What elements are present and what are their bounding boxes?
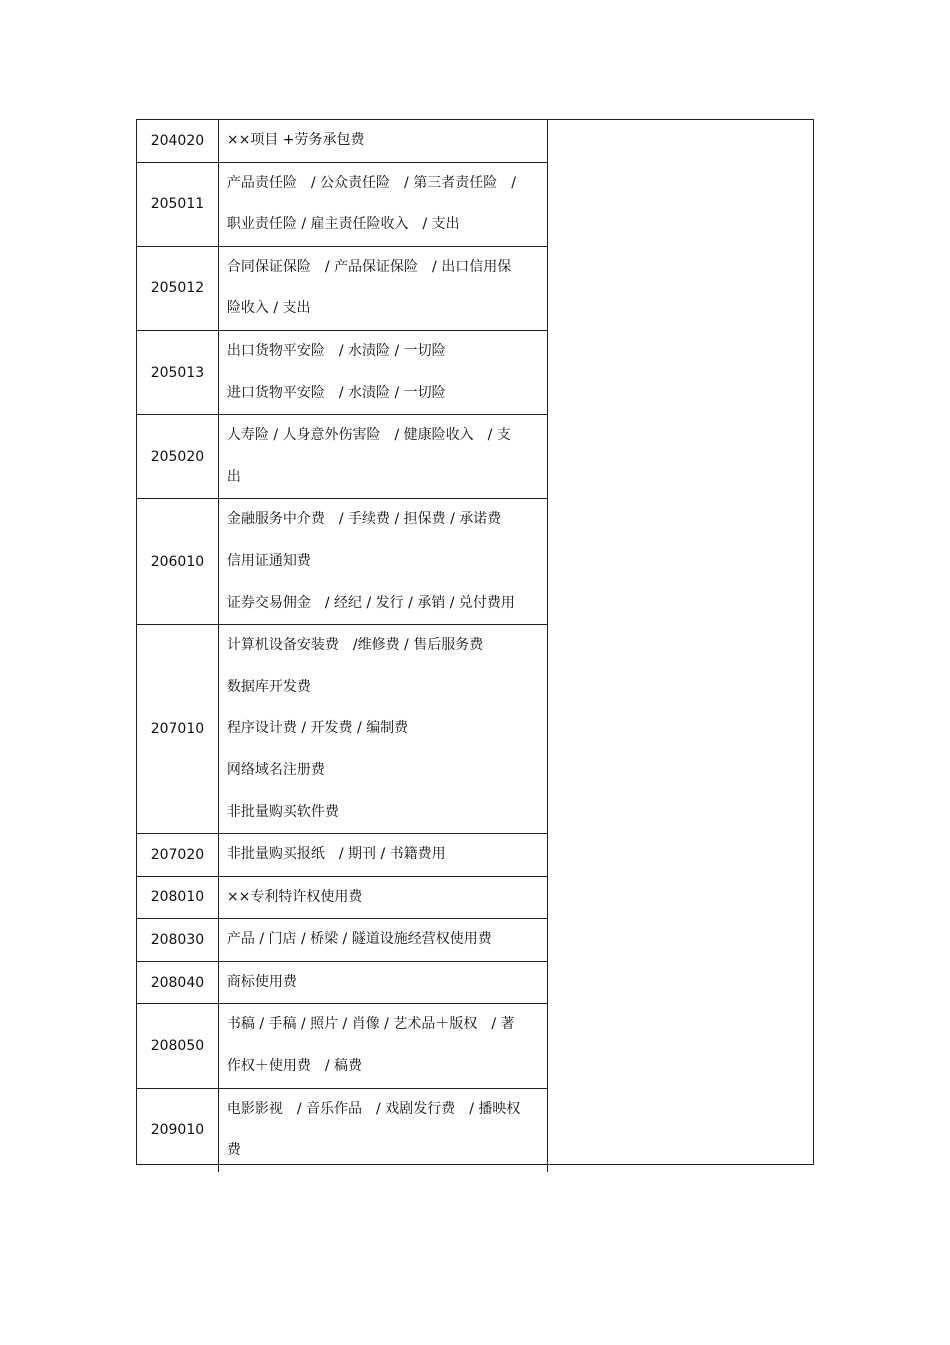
description-line: ××专利特许权使用费 — [226, 888, 363, 905]
table-row — [137, 162, 548, 246]
table-row — [137, 625, 548, 834]
description-line: 人寿险 / 人身意外伤害险 / 健康险收入 / 支 — [226, 427, 511, 444]
description-line: 程序设计费 / 开发费 / 编制费 — [226, 720, 409, 737]
table-row — [137, 919, 548, 962]
row-code: 208010 — [137, 876, 218, 919]
row-code: 208050 — [137, 1004, 218, 1088]
remarks-column — [548, 120, 813, 1164]
row-description — [218, 961, 547, 1004]
row-description — [218, 415, 547, 499]
description-line: 证券交易佣金 / 经纪 / 发行 / 承销 / 兑付费用 — [226, 594, 515, 611]
description-line: 险收入 / 支出 — [226, 300, 311, 317]
row-description — [218, 876, 547, 919]
row-code: 206010 — [137, 499, 218, 625]
table-row — [137, 415, 548, 499]
table-row — [137, 876, 548, 919]
description-line: 出 — [226, 468, 241, 485]
row-description — [218, 625, 547, 834]
description-line: 作权＋使用费 / 稿费 — [226, 1058, 363, 1075]
description-line: 出口货物平安险 / 水渍险 / 一切险 — [226, 342, 446, 359]
description-line: 电影影视 / 音乐作品 / 戏剧发行费 / 播映权 — [226, 1100, 521, 1117]
description-line: ××项目 +劳务承包费 — [226, 132, 365, 148]
description-line: 合同保证保险 / 产品保证保险 / 出口信用保 — [226, 258, 512, 275]
description-line: 商标使用费 — [226, 973, 297, 990]
description-line: 计算机设备安装费 /维修费 / 售后服务费 — [226, 637, 484, 654]
code-table — [136, 119, 814, 1165]
row-code: 205011 — [137, 162, 218, 246]
table-row — [137, 330, 548, 414]
description-line: 网络域名注册费 — [226, 761, 325, 778]
row-code: 208040 — [137, 961, 218, 1004]
row-description — [218, 162, 547, 246]
row-description — [218, 120, 547, 162]
description-line: 费 — [226, 1142, 241, 1159]
row-code: 209010 — [137, 1088, 218, 1172]
row-code: 205020 — [137, 415, 218, 499]
table-row — [137, 246, 548, 330]
table-body — [137, 120, 548, 1172]
description-line: 非批量购买报纸 / 期刊 / 书籍费用 — [226, 846, 446, 863]
row-description — [218, 330, 547, 414]
code-description-table — [137, 120, 548, 1172]
table-row — [137, 120, 548, 162]
description-line: 信用证通知费 — [226, 552, 311, 569]
description-line: 进口货物平安险 / 水渍险 / 一切险 — [226, 384, 446, 401]
table-row — [137, 1004, 548, 1088]
table-row — [137, 1088, 548, 1172]
row-description — [218, 834, 547, 877]
row-code: 205013 — [137, 330, 218, 414]
row-code: 207010 — [137, 625, 218, 834]
row-code: 204020 — [137, 120, 218, 162]
row-code: 208030 — [137, 919, 218, 962]
description-line: 数据库开发费 — [226, 678, 311, 695]
table-row — [137, 961, 548, 1004]
description-line: 职业责任险 / 雇主责任险收入 / 支出 — [226, 216, 460, 233]
row-description — [218, 919, 547, 962]
description-line: 产品 / 门店 / 桥梁 / 隧道设施经营权使用费 — [226, 931, 492, 948]
description-line: 书稿 / 手稿 / 照片 / 肖像 / 艺术品＋版权 / 著 — [226, 1016, 515, 1033]
description-line: 产品责任险 / 公众责任险 / 第三者责任险 / — [226, 174, 516, 191]
table-row — [137, 834, 548, 877]
description-line: 金融服务中介费 / 手续费 / 担保费 / 承诺费 — [226, 511, 502, 528]
row-code: 205012 — [137, 246, 218, 330]
description-line: 非批量购买软件费 — [226, 803, 339, 820]
table-row — [137, 499, 548, 625]
row-description — [218, 499, 547, 625]
row-code: 207020 — [137, 834, 218, 877]
row-description — [218, 246, 547, 330]
row-description — [218, 1088, 547, 1172]
row-description — [218, 1004, 547, 1088]
